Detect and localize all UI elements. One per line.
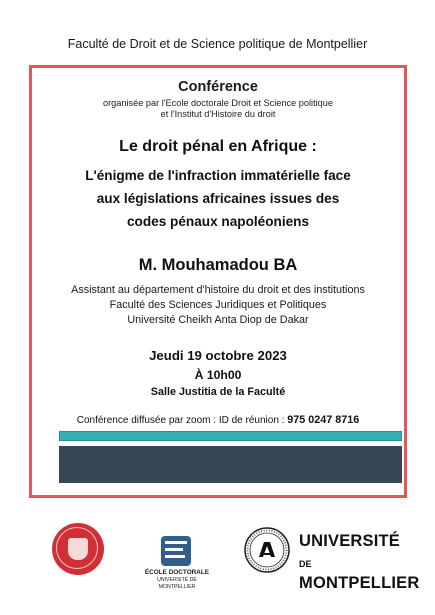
faculty-header: Faculté de Droit et de Science politique de Montpellier xyxy=(67,37,368,51)
subtitle-line-2: aux législations africaines issues des xyxy=(96,191,340,206)
subtitle-line-1: L'énigme de l'infraction immatérielle face xyxy=(85,168,351,183)
poster-frame xyxy=(29,65,407,498)
ecole-doctorale-logo-icon xyxy=(161,536,191,566)
zoom-meeting-id: 975 0247 8716 xyxy=(287,414,360,426)
zoom-info xyxy=(32,414,404,426)
zoom-text: Conférence diffusée par zoom : ID de réunion : xyxy=(76,415,288,426)
teal-bar xyxy=(59,431,402,441)
affiliation-line-1: Assistant au département d'histoire du droit et des institutions xyxy=(71,284,365,296)
conference-title: Le droit pénal en Afrique : xyxy=(119,138,317,155)
event-date: Jeudi 19 octobre 2023 xyxy=(149,348,287,363)
affiliation-line-3: Université Cheikh Anta Diop de Dakar xyxy=(127,314,309,326)
ecole-doctorale-caption xyxy=(144,569,210,592)
dark-bar xyxy=(59,446,402,483)
event-time: À 10h00 xyxy=(194,368,242,382)
affiliation-line-2: Faculté des Sciences Juridiques et Politiques xyxy=(109,299,327,311)
university-seal-icon xyxy=(243,526,291,574)
subtitle-line-3: codes pénaux napoléoniens xyxy=(126,214,310,229)
speaker-name: M. Mouhamadou BA xyxy=(138,256,298,274)
organiser-line-1: organisée par l'Ecole doctorale Droit et Science politique xyxy=(102,98,334,108)
conference-label: Conférence xyxy=(178,79,258,95)
faculty-seal-icon xyxy=(52,523,104,575)
um-line-1: UNIVERSITÉ xyxy=(299,532,401,550)
um-line-2: MONTPELLIER xyxy=(299,574,420,592)
ed-caption-line-2: UNIVERSITÉ DE MONTPELLIER xyxy=(157,576,197,590)
university-wordmark xyxy=(299,532,420,593)
ed-caption-line-1: ÉCOLE DOCTORALE xyxy=(144,569,210,576)
organiser-line-2: et l'Institut d'Histoire du droit xyxy=(160,109,276,119)
event-room: Salle Justitia de la Faculté xyxy=(150,386,286,398)
um-line-1-de: DE xyxy=(299,559,312,569)
